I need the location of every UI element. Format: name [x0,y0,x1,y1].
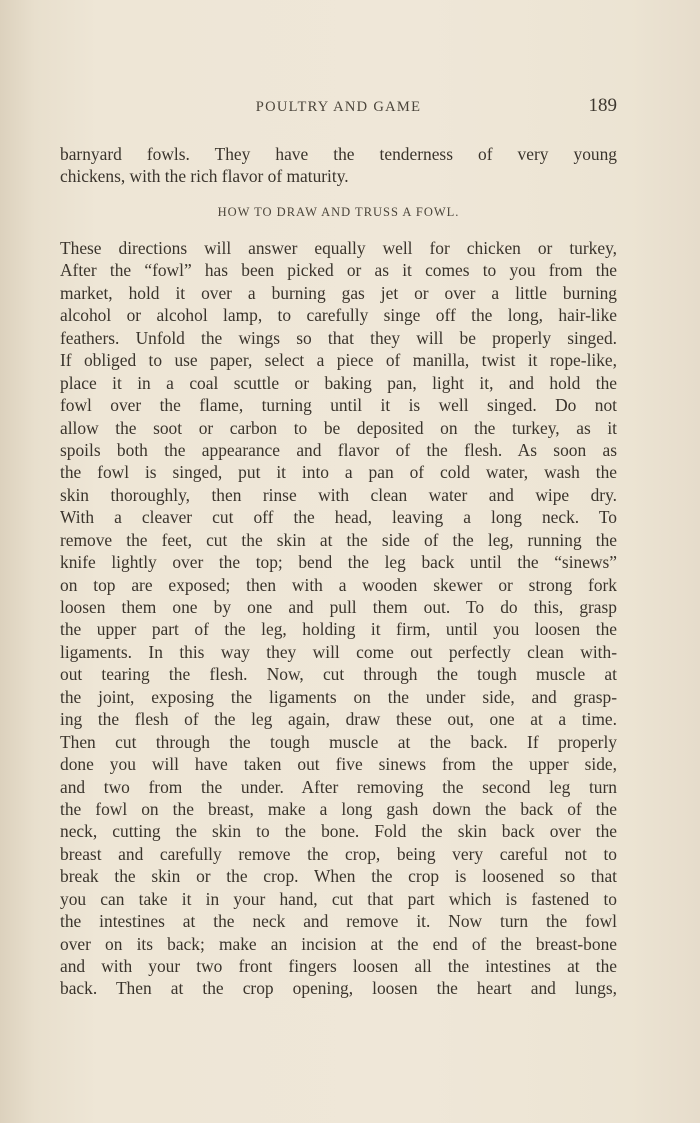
text-line: After the “fowl” has been picked or as it comes to you from the [60,260,617,281]
text-line: allow the soot or carbon to be deposited on the turkey, as it [60,417,617,438]
text-line: feathers. Unfold the wings so that they will be properly singed. [60,327,617,348]
text-line: alcohol or alcohol lamp, to carefully singe off the long, hair-like [60,305,617,326]
text-line: If obliged to use paper, select a piece of manilla, twist it rope-like, [60,350,617,371]
text-line: break the skin or the crop. When the crop is loosened so that [60,866,617,887]
text-line: you can take it in your hand, cut that part which is fastened to [60,888,617,909]
body-paragraph [60,237,617,1000]
text-line: breast and carefully remove the crop, being very careful not to [60,843,617,864]
text-line: Then cut through the tough muscle at the back. If properly [60,731,617,752]
text-line: barnyard fowls. They have the tenderness of very young [60,144,617,164]
text-line: and with your two front fingers loosen all the intestines at the [60,956,617,976]
text-line: ing the flesh of the leg again, draw these out, one at a time. [60,709,617,730]
text-line: knife lightly over the top; bend the leg back until the “sinews” [60,552,617,573]
section-heading: HOW TO DRAW AND TRUSS A FOWL. [217,205,460,219]
text-line: market, hold it over a burning gas jet or over a little burning [60,282,617,303]
page-number: 189 [588,95,617,116]
text-line: ligaments. In this way they will come out perfectly clean with- [60,641,617,662]
intro-paragraph [60,143,617,188]
text-line: back. Then at the crop opening, loosen the heart and lungs, [60,978,617,999]
text-line: remove the feet, cut the skin at the side of the leg, running the [60,529,617,550]
text-line: the joint, exposing the ligaments on the under side, and grasp- [60,686,617,707]
text-line: fowl over the flame, turning until it is well singed. Do not [60,395,617,416]
text-line: done you will have taken out five sinews from the upper side, [60,754,617,775]
text-line: chickens, with the rich flavor of maturity. [60,166,349,187]
running-title: POULTRY AND GAME [255,99,422,115]
text-line: on top are exposed; then with a wooden skewer or strong fork [60,574,617,595]
text-line: These directions will answer equally well for chicken or turkey, [60,238,617,258]
running-head [60,96,617,120]
text-line: the fowl on the breast, make a long gash down the back of the [60,798,617,819]
text-line: the fowl is singed, put it into a pan of cold water, wash the [60,462,617,483]
text-line: over on its back; make an incision at the end of the breast-bone [60,933,617,954]
text-line: the intestines at the neck and remove it. Now turn the fowl [60,911,617,932]
text-line: out tearing the flesh. Now, cut through the tough muscle at [60,664,617,685]
text-line: and two from the under. After removing the second leg turn [60,776,617,797]
text-line: loosen them one by one and pull them out. To do this, grasp [60,597,617,617]
text-line: neck, cutting the skin to the bone. Fold the skin back over the [60,821,617,842]
text-line: the upper part of the leg, holding it firm, until you loosen the [60,619,617,640]
text-line: spoils both the appearance and flavor of the flesh. As soon as [60,439,617,460]
text-line: skin thoroughly, then rinse with clean water and wipe dry. [60,484,617,505]
text-line: place it in a coal scuttle or baking pan, light it, and hold the [60,372,617,393]
text-line: With a cleaver cut off the head, leaving a long neck. To [60,507,617,528]
